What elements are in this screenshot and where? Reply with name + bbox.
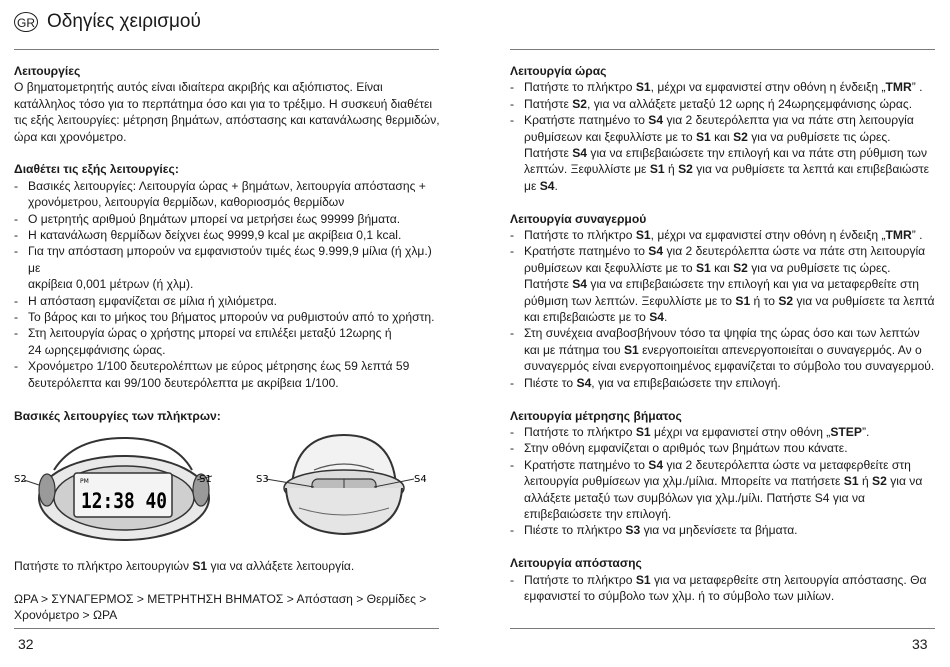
button-label-s3: S3 [256,473,269,485]
intro-line: ώρα και χρονόμετρο. [14,129,127,144]
intro-line: Ο βηματομετρητής αυτός είναι ιδιαίτερα ακριβής και αξιόπιστος. Είναι [14,80,383,95]
list-item: - Πατήστε το πλήκτρο S1 για να μεταφερθείτε στη λειτουργία απόστασης. Θα εμφανιστεί το σύμβολο των χλμ. ή το σύμβολο των μιλίων. [510,572,935,605]
section-heading-keys: Βασικές λειτουργίες των πλήκτρων: [14,408,221,423]
footer-rule-right [510,628,935,629]
list-item: - Πιέστε το S4, για να επιβεβαιώσετε την επιλογή. [510,375,935,391]
list-item: - Κρατήστε πατημένο το S4 για 2 δευτερόλεπτα ώστε να μεταφερθείτε στη λειτουργία ρυθμίσεων για χλμ./μίλια. Μπορείτε να πατήσετε S1 ή S2 για να αλλάξετε μεταξύ των συμβόλων για χλμ./μίλι. Πατήστε S4 για να επιβεβαιώσετε την επιλογή. [510,457,935,523]
list-item: - Για την απόσταση μπορούν να εμφανιστούν τιμές έως 9.999,9 μίλια (ή χλμ.) με ακρίβεια 0,001 μέτρων (ή χλμ). [14,243,444,292]
key-s1: S1 [192,558,208,573]
section-heading-functions: Λειτουργίες [14,64,81,78]
list-item: - Το βάρος και το μήκος του βήματος μπορούν να ρυθμιστούν από το χρήστη. [14,309,444,325]
lcd-pm-indicator: PM [80,477,89,485]
list-item: - Κρατήστε πατημένο το S4 για 2 δευτερόλεπτα ώστε να πάτε στη λειτουργία ρυθμίσεων και ξεφυλλίστε με το S1 και S2 για να ρυθμίσετε τις ώρες. Πατήστε S4 για να επιβεβαιώσετε την επιλογή και για να μεταφερθείτε στη ρύθμιση των λεπτών. Ξεφυλλίστε με το S1 ή το S2 για να ρυθμίσετε τα λεπτά και επιβεβαιώστε με το S4. [510,243,935,325]
mode-instruction: Πατήστε το πλήκτρο λειτουργιών S1 για να αλλάξετε λειτουργία. [14,558,355,573]
footer-rule-left [14,628,439,629]
section-heading-features: Διαθέτει τις εξής λειτουργίες: [14,162,179,177]
page-number-left: 32 [18,636,34,652]
list-item: - Η κατανάλωση θερμίδων δείχνει έως 9999,9 kcal με ακρίβεια 0,1 kcal. [14,227,444,243]
list-item: - Κρατήστε πατημένο το S4 για 2 δευτερόλεπτα για να πάτε στη λειτουργία ρυθμίσεων και ξεφυλλίστε με το S1 και S2 για να ρυθμίσετε τις ώρες. Πατήστε S4 για να επιβεβαιώσετε την επιλογή και να πάτε στη ρύθμιση των λεπτών. Ξεφυλλίστε με S1 ή S2 για να ρυθμίσετε τα λεπτά και επιβεβαιώστε με S4. [510,112,935,194]
alarm-mode-list [510,227,935,391]
button-label-s2: S2 [14,473,27,485]
button-label-s1: S1 [199,473,212,485]
button-label-s4: S4 [414,473,427,485]
section-heading-alarm-mode: Λειτουργία συναγερμού [510,211,647,226]
right-column [510,63,935,604]
header-rule-left [14,49,439,50]
list-item: - Στη λειτουργία ώρας ο χρήστης μπορεί να επιλέξει μεταξύ 12ωρης ή 24 ωρηςεμφάνισης ώρας. [14,325,444,358]
list-item: - Πιέστε το πλήκτρο S3 για να μηδενίσετε τα βήματα. [510,522,935,538]
list-item: - Πατήστε το πλήκτρο S1, μέχρι να εμφανιστεί στην οθόνη η ένδειξη „TMR” . [510,79,935,95]
list-item: - Η απόσταση εμφανίζεται σε μίλια ή χιλιόμετρα. [14,293,444,309]
pedometer-top-illustration [254,430,434,548]
header-rule-right [510,49,935,50]
pedometer-front-illustration [14,430,229,548]
section-heading-time-mode: Λειτουργία ώρας [510,64,607,78]
distance-mode-list [510,572,935,605]
lcd-time-readout: 12:38 40 [81,488,167,513]
intro-line: τις εξής λειτουργίες: μέτρηση βημάτων, απόστασης και κατανάλωσης θερμιδών, [14,113,440,128]
list-item: - Στην οθόνη εμφανίζεται ο αριθμός των βημάτων που κάνατε. [510,440,935,456]
page-title: Οδηγίες χειρισμού [47,11,201,32]
list-item: - Βασικές λειτουργίες: Λειτουργία ώρας + βημάτων, λειτουργία απόστασης + χρονόμετρου, λειτουργία θερμίδων, καθοριοσμός θερμίδων [14,178,444,211]
page-number-right: 33 [912,636,928,652]
step-mode-list [510,424,935,539]
intro-paragraph [14,79,444,145]
time-mode-list [510,79,935,194]
section-heading-distance-mode: Λειτουργία απόστασης [510,556,642,571]
language-badge: GR [14,12,38,32]
left-column [14,63,444,624]
list-item: - Χρονόμετρο 1/100 δευτερολέπτων με εύρος μέτρησης έως 59 λεπτά 59 δευτερόλεπτα και 99/100 δευτερόλεπτα με ακρίβεια 1/100. [14,358,444,391]
list-item: - Στη συνέχεια αναβοσβήνουν τόσο τα ψηφία της ώρας όσο και των λεπτών και με πάτημα του S1 ενεργοποιείται απενεργοποιείται ο συναγερμός. Αν ο συναγερμός είναι ενεργοποιημένος εμφανίζεται το σύμβολο του συναγερμού. [510,325,935,374]
list-item: - Πατήστε το πλήκτρο S1 μέχρι να εμφανιστεί στην οθόνη „STEP”. [510,424,935,440]
intro-line: κατάλληλος τόσο για το περπάτημα όσο και για το τρέξιμο. Η συσκευή διαθέτει [14,96,433,111]
section-heading-step-mode: Λειτουργία μέτρησης βήματος [510,408,682,423]
device-diagrams [14,430,444,548]
list-item: - Πατήστε το πλήκτρο S1, μέχρι να εμφανιστεί στην οθόνη η ένδειξη „TMR” . [510,227,935,243]
features-list [14,178,444,391]
list-item: - Πατήστε S2, για να αλλάξετε μεταξύ 12 ωρης ή 24ωρηςεμφάνισης ώρας. [510,96,935,112]
list-item: - Ο μετρητής αριθμού βημάτων μπορεί να μετρήσει έως 99999 βήματα. [14,211,444,227]
mode-sequence: ΩΡΑ > ΣΥΝΑΓΕΡΜΟΣ > ΜΕΤΡΗΤΗΣΗ ΒΗΜΑΤΟΣ > Απόσταση > Θερμίδες > Χρονόμετρο > ΩΡΑ [14,591,427,623]
